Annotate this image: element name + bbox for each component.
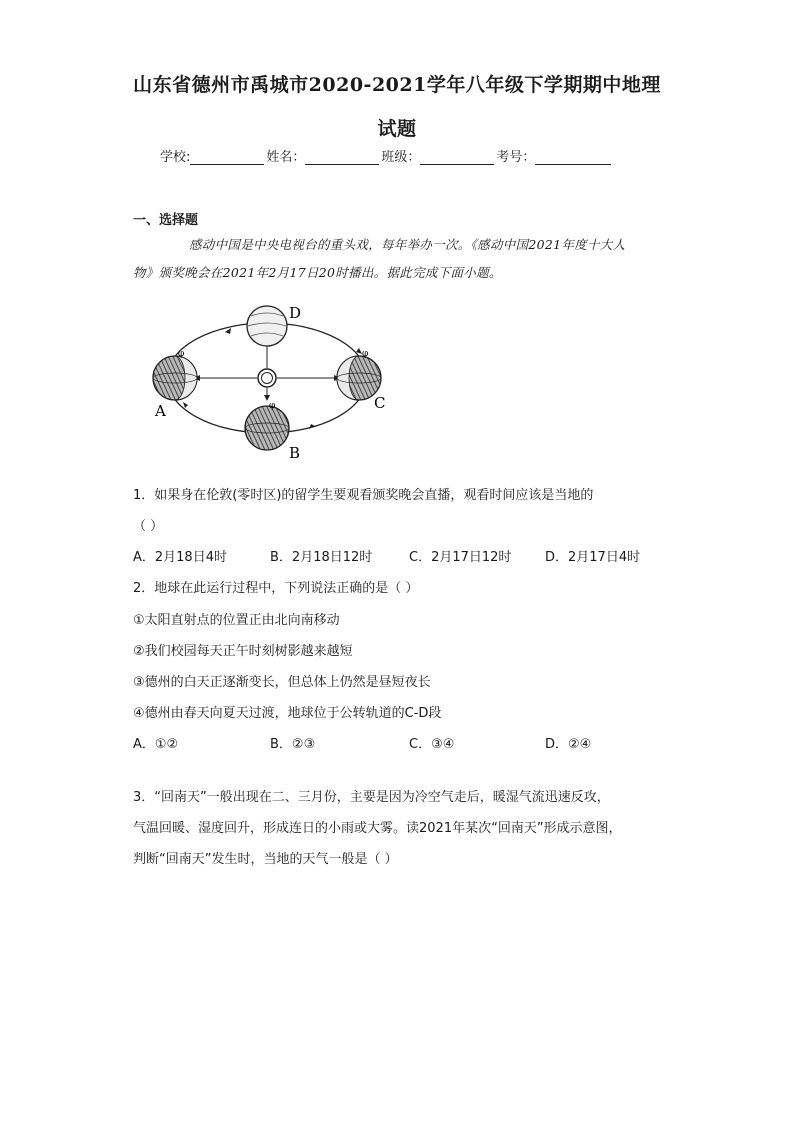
label-a: A (155, 402, 166, 420)
number-label: 考号： (496, 150, 536, 165)
orbit-arrow-left (183, 402, 188, 408)
q1-option-c[interactable]: C．2月17日12时 (409, 550, 512, 565)
q2-statement-2: ②我们校园每天正午时刻树影越来越短 (133, 644, 353, 659)
pole-mark-c: φ (362, 349, 369, 359)
intro-line1: 感动中国是中央电视台的重头戏，每年举办一次。《感动中国2021年度十大人 (189, 237, 626, 252)
q1-stem-line2: （ ） (133, 519, 164, 534)
q2-option-d[interactable]: D．②④ (545, 737, 592, 752)
school-blank[interactable] (190, 150, 264, 165)
q2-statement-1: ①太阳直射点的位置正由北向南移动 (133, 613, 340, 628)
q2-statement-3: ③德州的白天正逐渐变长，但总体上仍然是昼短夜长 (133, 675, 431, 690)
q2-option-b[interactable]: B．②③ (270, 737, 316, 752)
pole-mark-b: φ (269, 401, 276, 411)
number-blank[interactable] (535, 150, 611, 165)
label-c: C (374, 394, 386, 412)
earth-orbit-diagram (145, 298, 395, 463)
earth-d-icon (247, 306, 287, 346)
class-blank[interactable] (420, 150, 494, 165)
section-heading: 一、选择题 (133, 213, 199, 228)
name-blank[interactable] (305, 150, 379, 165)
q2-statement-4: ④德州由春天向夏天过渡，地球位于公转轨道的C-D段 (133, 706, 442, 721)
earth-a-icon (153, 356, 197, 400)
earth-b-icon (245, 406, 289, 450)
student-info-row (160, 146, 613, 165)
pole-mark-a: φ (178, 349, 185, 359)
page-title-line2: 试题 (377, 118, 417, 140)
q3-stem-line1: 3．“回南天”一般出现在二、三月份，主要是因为冷空气走后，暖湿气流迅速反攻， (133, 790, 610, 805)
q3-stem-line3: 判断“回南天”发生时，当地的天气一般是（ ） (133, 852, 398, 867)
intro-line2: 物》颁奖晚会在2021年2月17日20时播出。据此完成下面小题。 (133, 265, 502, 280)
class-label: 班级： (381, 150, 421, 165)
q3-stem-line2: 气温回暖、湿度回升，形成连日的小雨或大雾。读2021年某次“回南天”形成示意图， (133, 821, 622, 836)
name-label: 姓名： (266, 150, 306, 165)
q2-stem: 2．地球在此运行过程中，下列说法正确的是（ ） (133, 581, 419, 596)
q1-option-b[interactable]: B．2月18日12时 (270, 550, 373, 565)
label-d: D (289, 304, 302, 322)
page-title-line1: 山东省德州市禹城市2020-2021学年八年级下学期期中地理 (133, 74, 661, 96)
q1-option-a[interactable]: A．2月18日4时 (133, 550, 227, 565)
label-b: B (289, 444, 301, 462)
q2-option-c[interactable]: C．③④ (409, 737, 455, 752)
sun-icon (258, 369, 276, 387)
school-label: 学校: (160, 150, 191, 165)
q1-option-d[interactable]: D．2月17日4时 (545, 550, 641, 565)
orbit-arrow-top (225, 328, 231, 334)
q1-stem-line1: 1．如果身在伦敦(零时区)的留学生要观看颁奖晚会直播，观看时间应该是当地的 (133, 488, 594, 503)
q2-option-a[interactable]: A．①② (133, 737, 179, 752)
